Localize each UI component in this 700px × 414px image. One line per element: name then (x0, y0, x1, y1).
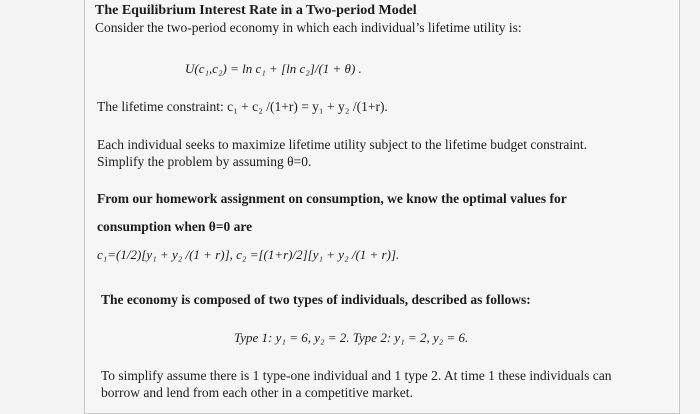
bold1-line1: From our homework assignment on consumption, we know the optimal values for (97, 191, 567, 206)
bold1-line2: consumption when θ=0 are (97, 219, 253, 234)
utility-equation: U(c₁,c₂) = ln c₁ + [ln c₂]/(1 + θ) . (185, 61, 362, 76)
bold2-line: The economy is composed of two types of individuals, described as follows: (101, 292, 531, 307)
para1-line2: Simplify the problem by assuming θ=0. (97, 154, 312, 169)
optimal-consumption-equation: c₁=(1/2)[y₁ + y₂ /(1 + r)], c₂ =[(1+r)/2][y₁ + y₂ /(1 + r)]. (97, 247, 400, 262)
para2-line2: borrow and lend from each other in a competitive market. (101, 385, 413, 400)
doc-title: The Equilibrium Interest Rate in a Two-period Model (95, 3, 417, 18)
para2-line1: To simplify assume there is 1 type-one individual and 1 type 2. At time 1 these individuals can (101, 368, 612, 383)
intro-text: Consider the two-period economy in which each individual’s lifetime utility is: (95, 20, 522, 35)
para1-line1: Each individual seeks to maximize lifetime utility subject to the lifetime budget constraint. (97, 137, 588, 152)
document-panel (84, 0, 680, 414)
lifetime-constraint: The lifetime constraint: c₁ + c₂ /(1+r) = y₁ + y₂ /(1+r). (97, 99, 388, 114)
types-equation: Type 1: y₁ = 6, y₂ = 2. Type 2: y₁ = 2, y₂ = 6. (234, 330, 469, 345)
